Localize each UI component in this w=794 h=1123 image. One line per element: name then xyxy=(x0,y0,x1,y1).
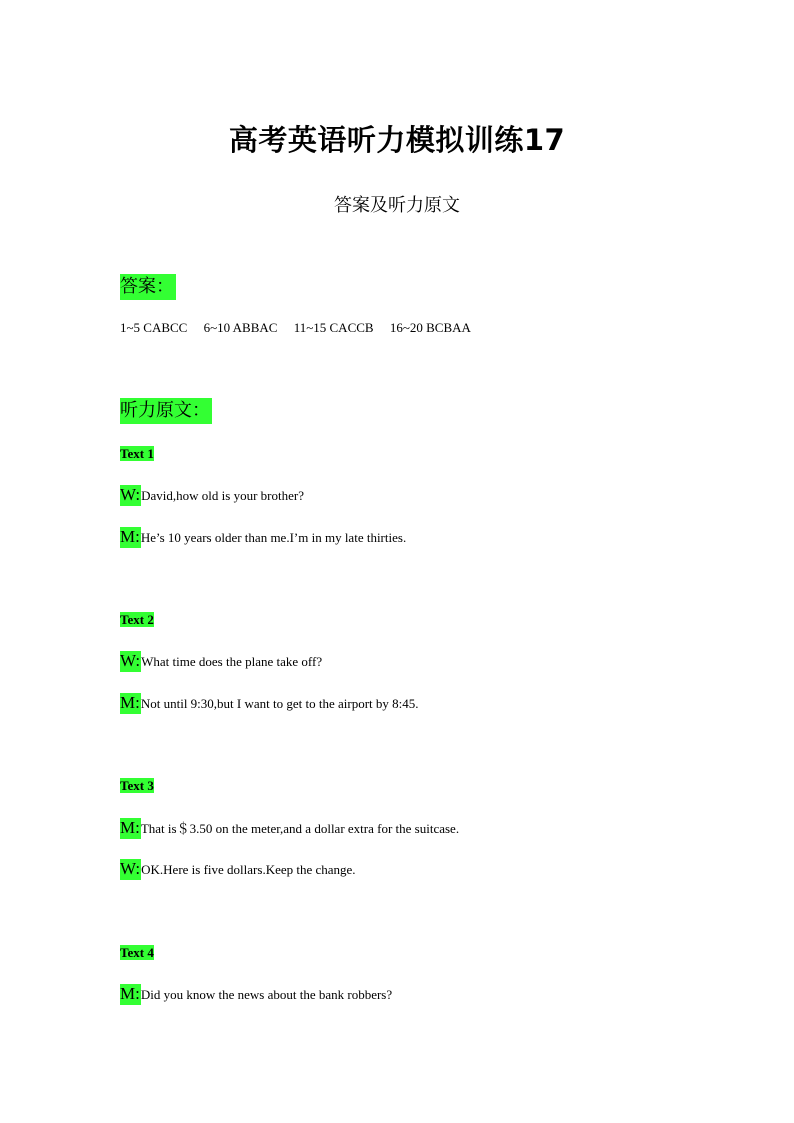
text-4-line-1 xyxy=(120,983,392,1006)
speaker-tag: M: xyxy=(120,984,140,1003)
text-2-line-2 xyxy=(120,692,419,715)
text-3-label: Text 3 xyxy=(120,778,154,793)
page-subtitle: 答案及听力原文 xyxy=(334,195,460,216)
speaker-tag: W: xyxy=(120,859,141,878)
answers-line: 1~5 CABCC 6~10 ABBAC 11~15 CACCB 16~20 BCBAA xyxy=(120,320,471,335)
dialogue-text: David,how old is your brother? xyxy=(141,488,304,503)
transcript-heading: 听力原文： xyxy=(120,398,212,424)
speaker-tag: M: xyxy=(120,527,140,546)
page-title: 高考英语听力模拟训练17 xyxy=(228,123,566,157)
text-2-line-1 xyxy=(120,650,322,673)
text-3-line-2 xyxy=(120,858,356,881)
answers-heading: 答案： xyxy=(120,274,176,300)
dialogue-text: OK.Here is five dollars.Keep the change. xyxy=(141,862,356,877)
dialogue-text: That is＄3.50 on the meter,and a dollar extra for the suitcase. xyxy=(140,821,460,836)
dialogue-text: He’s 10 years older than me.I’m in my late thirties. xyxy=(140,530,407,545)
text-1-line-1 xyxy=(120,484,304,507)
speaker-tag: M: xyxy=(120,693,140,712)
text-1-line-2 xyxy=(120,526,406,549)
text-2-label: Text 2 xyxy=(120,612,154,627)
dialogue-text: Did you know the news about the bank robbers? xyxy=(140,987,393,1002)
speaker-tag: M: xyxy=(120,818,140,837)
text-3-line-1 xyxy=(120,817,459,840)
dialogue-text: What time does the plane take off? xyxy=(141,654,323,669)
speaker-tag: W: xyxy=(120,485,141,504)
dialogue-text: Not until 9:30,but I want to get to the airport by 8:45. xyxy=(140,696,419,711)
text-1-label: Text 1 xyxy=(120,446,154,461)
text-4-label: Text 4 xyxy=(120,945,154,960)
speaker-tag: W: xyxy=(120,651,141,670)
